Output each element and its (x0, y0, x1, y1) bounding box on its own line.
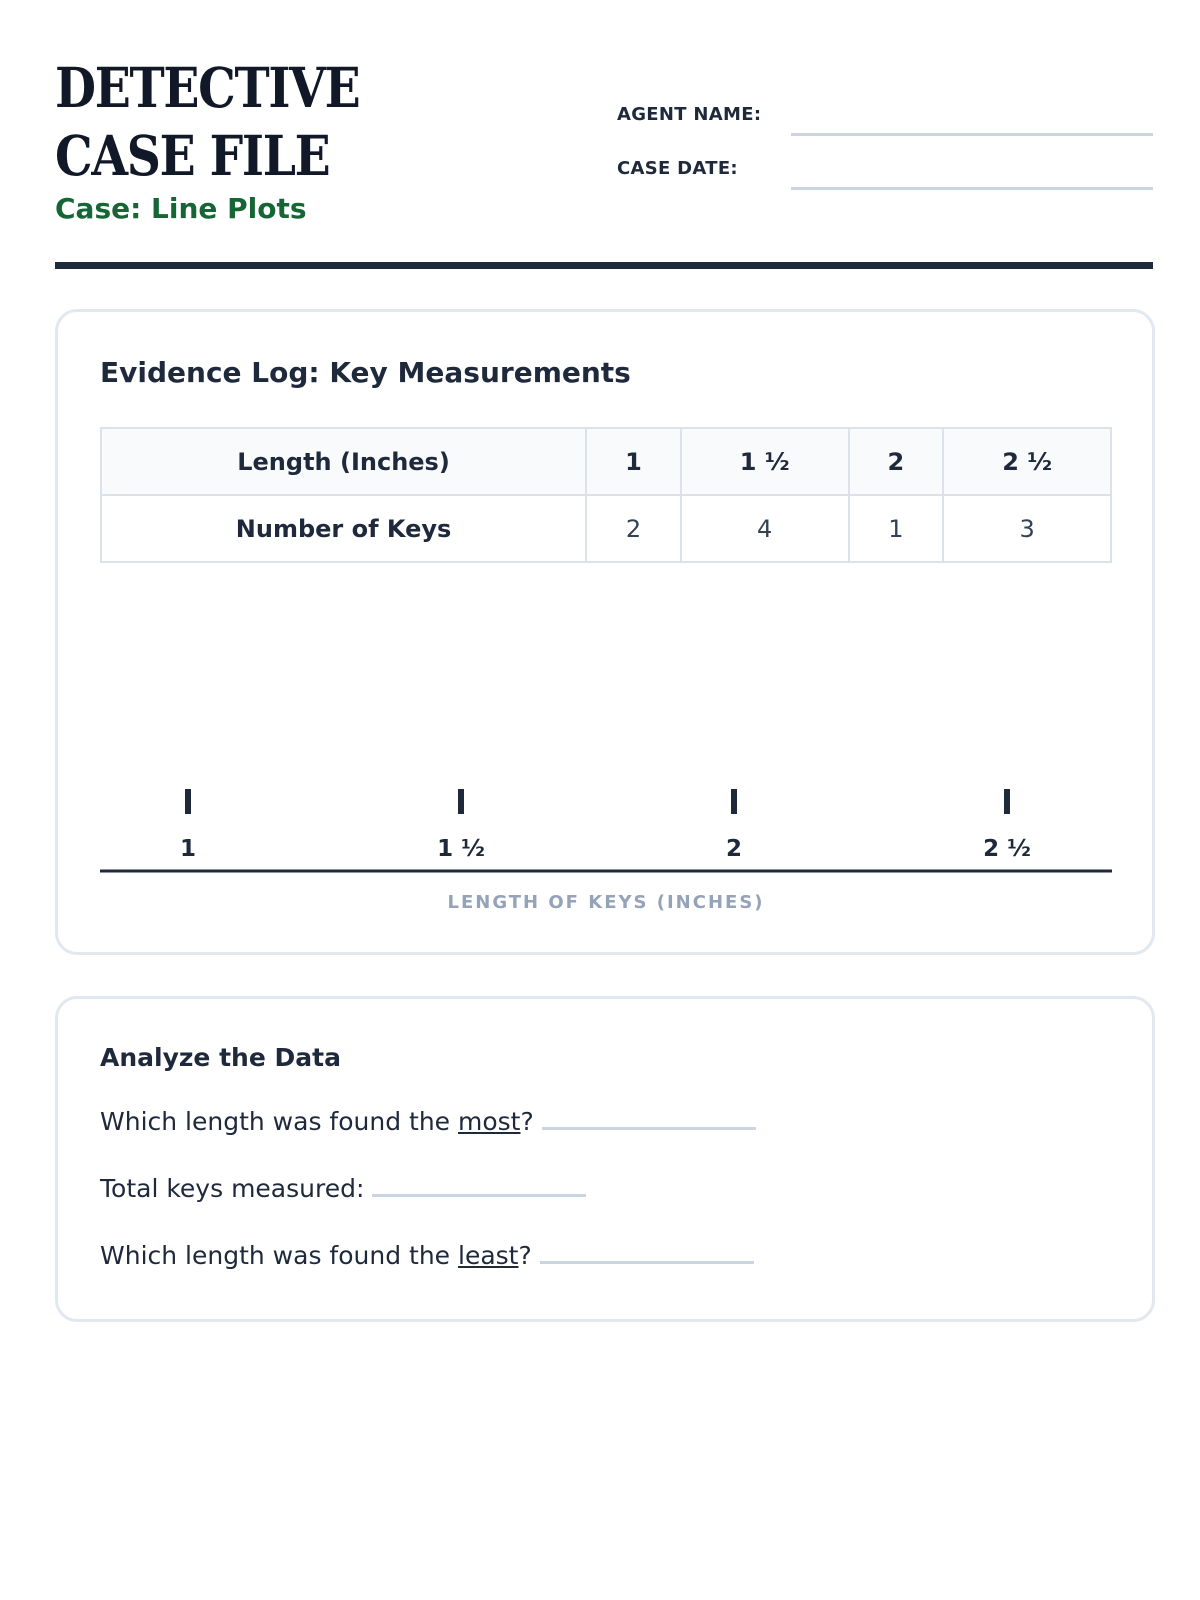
header-divider (55, 262, 1153, 269)
analyze-card (55, 996, 1155, 1322)
question-most-text: Which length was found the (100, 1107, 458, 1136)
table-row-label: Number of Keys (101, 495, 586, 562)
table-header-cell: 1 (586, 428, 681, 495)
table-header-row (101, 428, 1111, 495)
answer-total-field[interactable] (372, 1194, 586, 1197)
line-plot (100, 772, 1112, 932)
analyze-title: Analyze the Data (100, 1043, 341, 1072)
page-title: DETECTIVE CASE FILE (55, 55, 360, 188)
evidence-title: Evidence Log: Key Measurements (100, 356, 631, 389)
table-row (101, 495, 1111, 562)
x-axis-title: LENGTH OF KEYS (INCHES) (447, 892, 765, 913)
tick-label: 1 ½ (437, 836, 485, 862)
agent-name-label: AGENT NAME: (617, 104, 762, 125)
line-plot-svg (100, 772, 1112, 882)
case-date-field[interactable] (791, 187, 1153, 190)
case-subtitle: Case: Line Plots (55, 192, 307, 225)
question-least-end: ? (518, 1241, 532, 1270)
question-least (100, 1241, 754, 1270)
evidence-table (100, 427, 1112, 563)
table-cell: 1 (849, 495, 944, 562)
question-most (100, 1107, 756, 1136)
table-cell: 2 (586, 495, 681, 562)
answer-most-field[interactable] (542, 1127, 756, 1130)
question-most-emphasis: most (458, 1107, 521, 1136)
table-cell: 4 (681, 495, 849, 562)
table-cell: 3 (943, 495, 1111, 562)
question-least-text: Which length was found the (100, 1241, 458, 1270)
tick-label: 1 (179, 836, 197, 862)
tick-label: 2 (725, 836, 743, 862)
table-header-cell: 2 (849, 428, 944, 495)
table-header-cell: 1 ½ (681, 428, 849, 495)
tick-label: 2 ½ (983, 836, 1031, 862)
question-least-emphasis: least (458, 1241, 519, 1270)
evidence-card (55, 309, 1155, 955)
table-header-label: Length (Inches) (101, 428, 586, 495)
case-date-label: CASE DATE: (617, 158, 738, 179)
question-total-text: Total keys measured: (100, 1174, 365, 1203)
answer-least-field[interactable] (540, 1261, 754, 1264)
question-most-end: ? (520, 1107, 534, 1136)
agent-name-field[interactable] (791, 133, 1153, 136)
table-header-cell: 2 ½ (943, 428, 1111, 495)
question-total (100, 1174, 586, 1203)
